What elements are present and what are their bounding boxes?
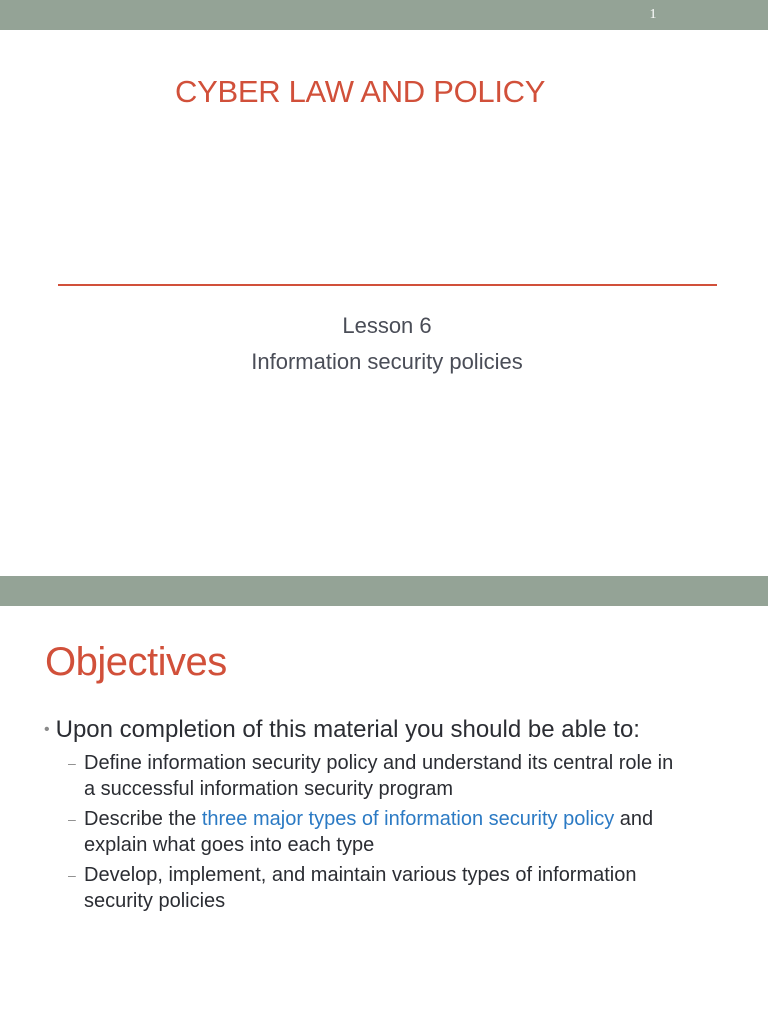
objective-line: security policies: [84, 890, 226, 912]
objective-line: Develop, implement, and maintain various types of information: [84, 864, 637, 886]
objective-text: Describe the: [84, 808, 202, 830]
objective-text: and: [614, 808, 654, 830]
objective-item: [68, 806, 758, 858]
main-bullet-text: Upon completion of this material you should be able to:: [55, 716, 640, 743]
objective-line: [68, 806, 758, 832]
dash-icon: –: [68, 867, 76, 883]
bullet-dot-icon: •: [44, 721, 50, 738]
objective-line: Define information security policy and understand its central role in: [84, 752, 674, 774]
policy-types-link[interactable]: three major types of information security policy: [201, 808, 615, 830]
title-divider: [58, 284, 717, 286]
objective-line: a successful information security program: [84, 778, 454, 800]
slide1-top-band: [0, 0, 768, 30]
objective-line: explain what goes into each type: [84, 834, 375, 856]
lesson-subtitle: Information security policies: [251, 349, 523, 374]
slide2-top-band: [0, 576, 768, 606]
dash-icon: –: [68, 811, 76, 827]
objective-item: [68, 750, 758, 802]
slide1-title: CYBER LAW AND POLICY: [175, 74, 546, 109]
objective-item: [68, 862, 758, 914]
dash-icon: –: [68, 755, 76, 771]
lesson-number: Lesson 6: [342, 313, 432, 338]
page-number: 1: [649, 7, 657, 22]
slide2-title: Objectives: [45, 640, 227, 684]
main-bullet: [44, 716, 640, 744]
